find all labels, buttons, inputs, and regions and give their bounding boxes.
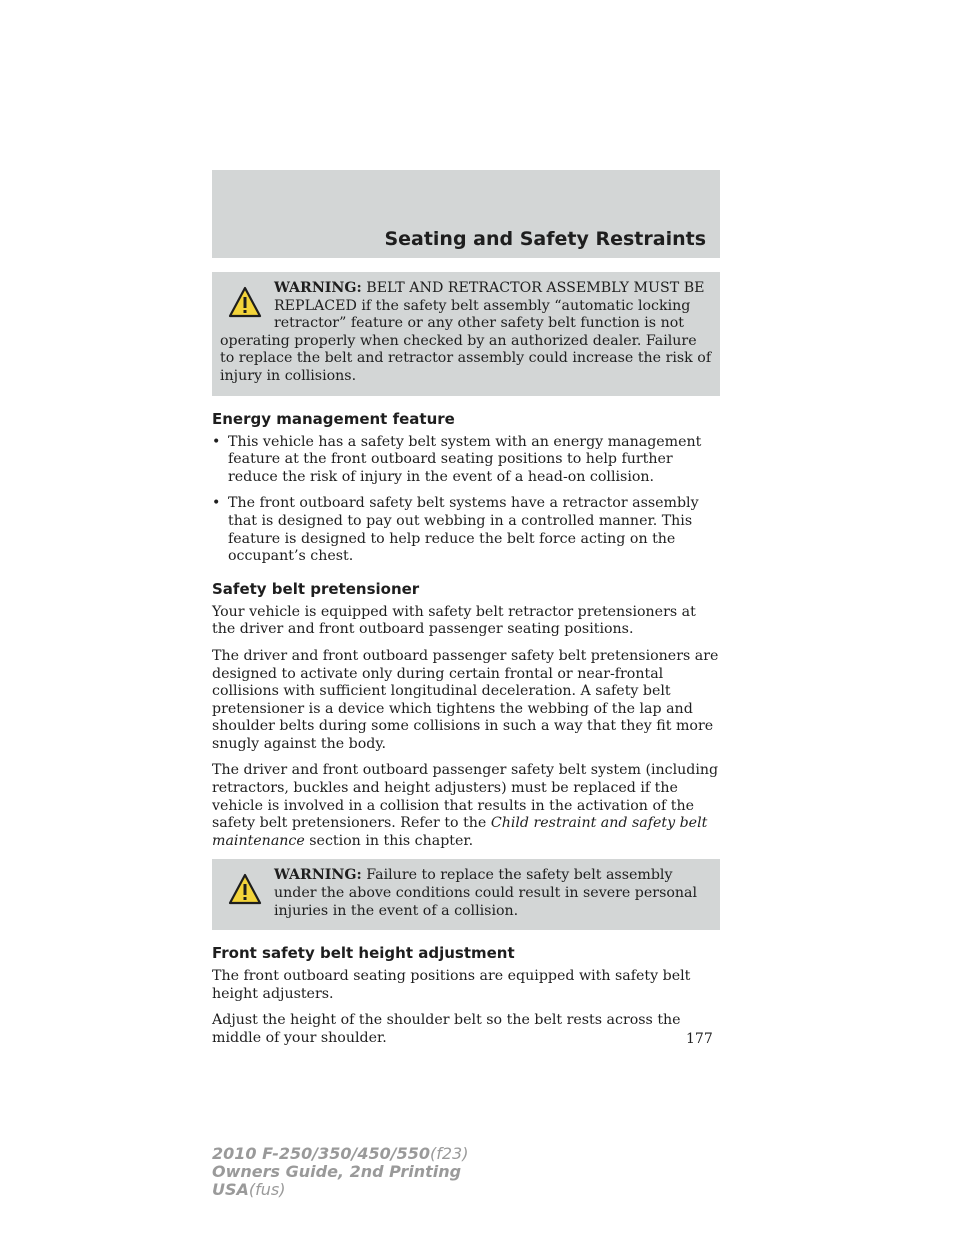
list-item: • The front outboard safety belt systems have a retractor assembly that is designed to pay out webbing in a controlled manner. This feature is designed to help reduce the belt force acting on the occupant’s chest.	[212, 495, 699, 565]
footer-model: 2010 F-250/350/450/550	[212, 1144, 430, 1163]
heading-height-adjustment: Front safety belt height adjustment	[212, 944, 515, 963]
footer-line-3	[212, 1181, 468, 1199]
warning-box-replace-assembly	[212, 859, 720, 930]
footer-region: USA	[212, 1180, 249, 1199]
footer-region-code: (fus)	[248, 1180, 286, 1199]
section-header-band	[212, 170, 720, 258]
page-content	[212, 272, 720, 1057]
page-number: 177	[686, 1031, 713, 1047]
list-item-text: The front outboard safety belt systems have a retractor assembly that is designed to pay out webbing in a controlled manner. This feature is designed to help reduce the belt force acting on the occupant’s chest.	[228, 495, 699, 565]
warning-box-belt-retractor	[212, 272, 720, 396]
footer-line-2: Owners Guide, 2nd Printing	[212, 1162, 462, 1181]
footer-print-info	[212, 1145, 468, 1199]
warning-text: BELT AND RETRACTOR ASSEMBLY MUST BE REPLACED if the safety belt assembly “automatic locking retractor” feature or any other safety belt function is not operating properly when checked by an authorized dealer. Failure to replace the belt and retractor assembly could increase the risk of injury in collisions.	[220, 280, 712, 384]
heading-energy-management: Energy management feature	[212, 409, 455, 428]
warning-label: WARNING:	[274, 280, 362, 296]
list-item: • This vehicle has a safety belt system with an energy management feature at the front outboard seating positions to help further reduce the risk of injury in the event of a head-on collision.	[212, 433, 702, 485]
paragraph-text: section in this chapter.	[309, 832, 474, 849]
section-title: Seating and Safety Restraints	[384, 228, 706, 250]
paragraph: The driver and front outboard passenger safety belt pretensioners are designed to activate only during certain frontal or near-frontal collisions with sufficient longitudinal deceleration. A safety belt pretensioner is a device which tightens the webbing of the lap and shoulder belts during some collisions in such a way that they fit more snugly against the body.	[212, 647, 719, 752]
warning-triangle-icon	[228, 286, 262, 318]
paragraph: The front outboard seating positions are equipped with safety belt height adjusters.	[212, 968, 691, 1002]
paragraph: Your vehicle is equipped with safety belt retractor pretensioners at the driver and front outboard passenger seating positions.	[212, 603, 696, 638]
warning-text: Failure to replace the safety belt assembly under the above conditions could result in severe personal injuries in the event of a collision.	[274, 867, 698, 919]
list-item-text: This vehicle has a safety belt system with an energy management feature at the front outboard seating positions to help further reduce the risk of injury in the event of a head-on collision.	[228, 433, 702, 485]
warning-triangle-icon	[228, 873, 262, 905]
paragraph-text: The driver and front outboard passenger safety belt system (including retractors, buckles and height adjusters) must be replaced if the vehicle is involved in a collision that results in the activation of the safety belt pretensioners. Refer to the	[212, 762, 719, 832]
footer-code: (f23)	[430, 1144, 469, 1163]
footer-line-1	[212, 1145, 468, 1163]
section-reference: Child restraint and safety belt maintenance	[212, 815, 708, 849]
paragraph-with-reference	[212, 762, 720, 850]
energy-bullet-list	[212, 434, 720, 566]
heading-pretensioner: Safety belt pretensioner	[212, 579, 420, 598]
warning-label: WARNING:	[274, 867, 362, 884]
paragraph: Adjust the height of the shoulder belt so the belt rests across the middle of your shoulder.	[212, 1012, 681, 1046]
